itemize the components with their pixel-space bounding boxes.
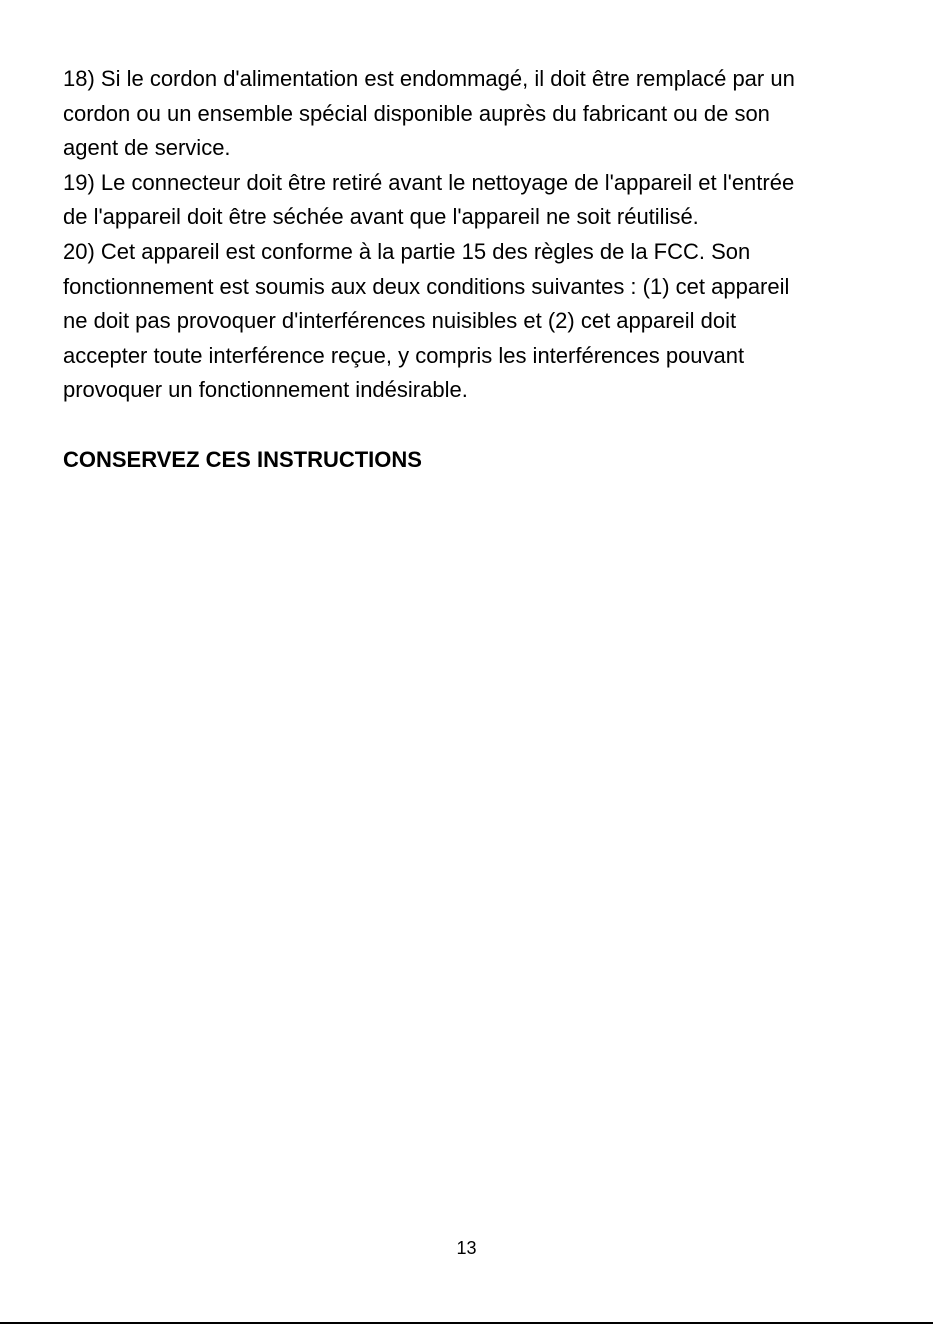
- instruction-item-19: [63, 166, 878, 235]
- text-line: accepter toute interférence reçue, y compris les interférences pouvant: [63, 342, 745, 368]
- page-number: 13: [456, 1238, 477, 1258]
- instruction-item-20: [63, 235, 878, 408]
- section-heading: CONSERVEZ CES INSTRUCTIONS: [63, 446, 422, 472]
- text-line: provoquer un fonctionnement indésirable.: [63, 377, 468, 403]
- text-line: fonctionnement est soumis aux deux conditions suivantes : (1) cet appareil: [63, 273, 790, 299]
- text-line: 19) Le connecteur doit être retiré avant le nettoyage de l'appareil et l'entrée: [63, 169, 795, 195]
- text-line: 18) Si le cordon d'alimentation est endommagé, il doit être remplacé par un: [63, 66, 795, 91]
- instruction-item-18: [63, 62, 878, 166]
- text-line: 20) Cet appareil est conforme à la partie 15 des règles de la FCC. Son: [63, 238, 751, 264]
- text-line: de l'appareil doit être séchée avant que l'appareil ne soit réutilisé.: [63, 204, 699, 230]
- text-line: cordon ou un ensemble spécial disponible auprès du fabricant ou de son: [63, 100, 770, 126]
- text-line: agent de service.: [63, 135, 231, 161]
- text-line: ne doit pas provoquer d'interférences nuisibles et (2) cet appareil doit: [63, 308, 737, 334]
- page-content: [63, 62, 878, 477]
